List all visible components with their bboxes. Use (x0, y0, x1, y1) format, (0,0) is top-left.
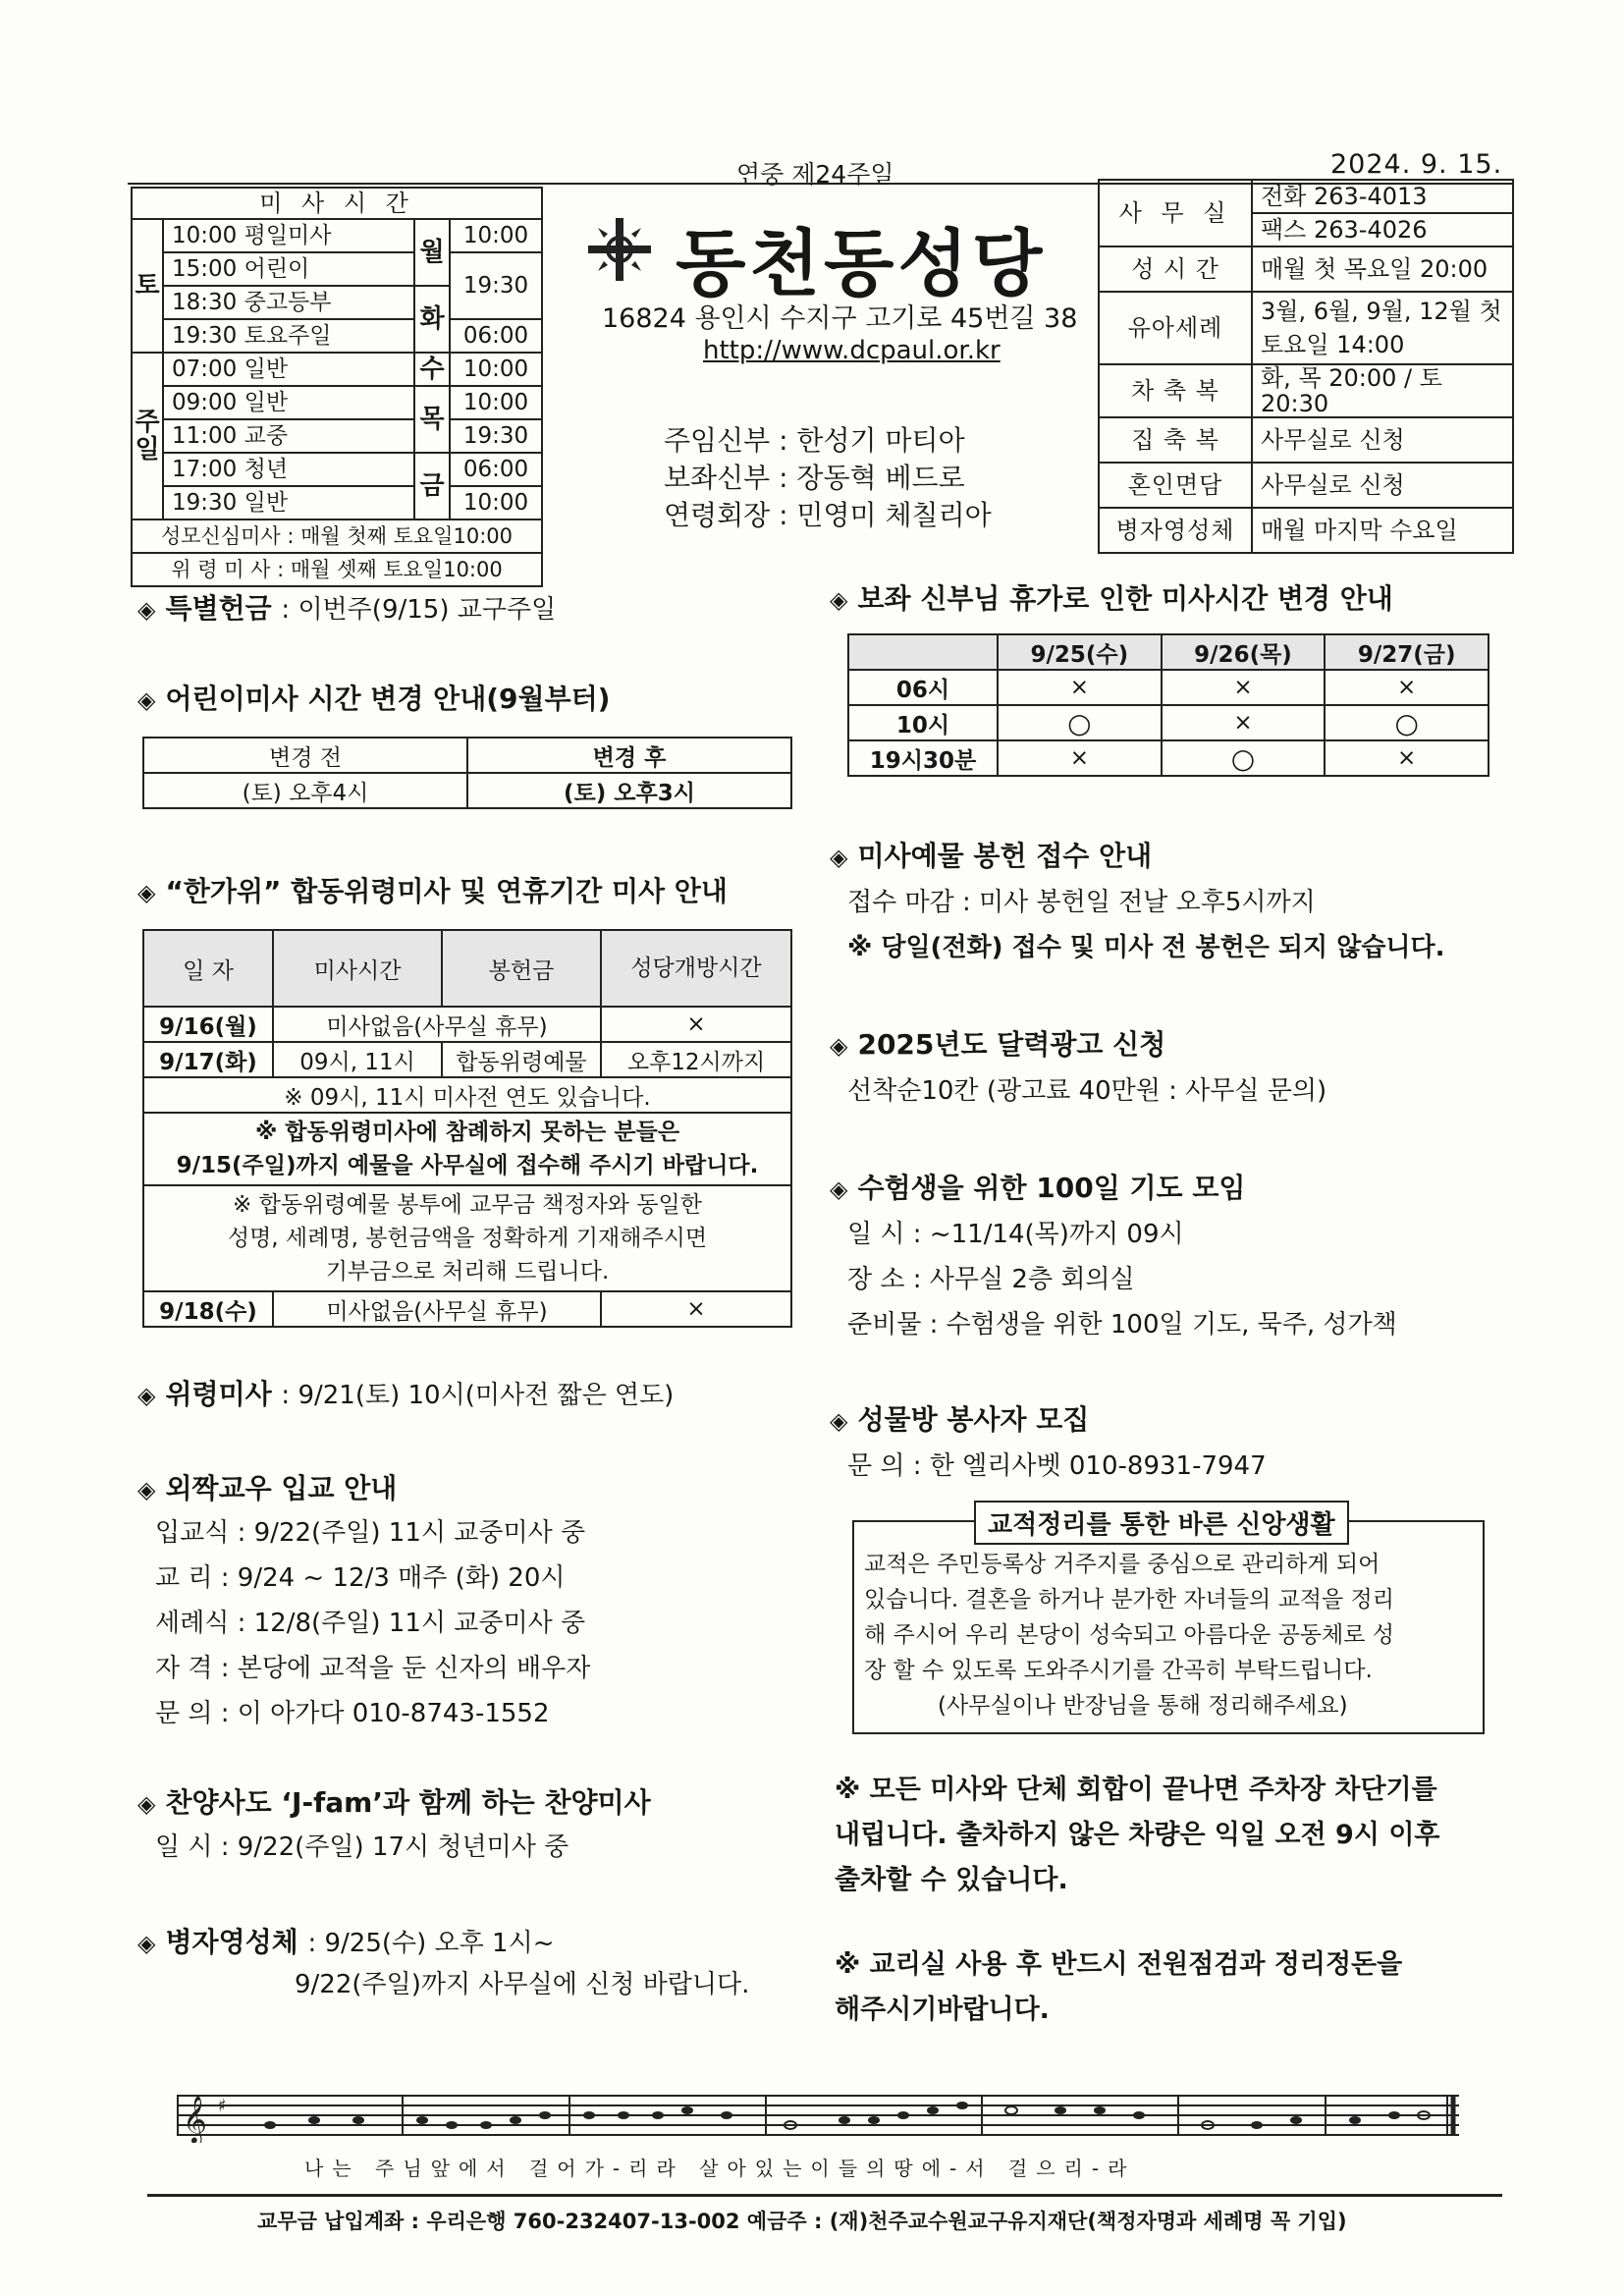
parish-address: 16824 용인시 수지구 고기로 45번길 38 (602, 303, 1078, 334)
mass-row: 07:00 일반 (163, 353, 414, 386)
sacristy-line: 문 의 : 한 엘리사벳 010-8931-7947 (847, 1451, 1267, 1481)
col-header: 성당개방시간 (601, 930, 791, 1007)
sick-line: 9/22(주일)까지 사무실에 신청 바랍니다. (295, 1970, 750, 1999)
offering-line: 접수 마감 : 미사 봉헌일 전날 오후5시까지 (847, 888, 1316, 917)
saturday-label: 토 (132, 219, 163, 353)
status-cell: ○ (998, 705, 1162, 740)
day-header: 9/26(목) (1162, 634, 1326, 670)
convert-heading: ◈ 외짝교우 입교 안내 (137, 1472, 398, 1504)
music-lyrics: 나는 주님앞에서 걸어가-리라 살아있는이들의땅에-서 걸으리-라 (304, 2157, 1136, 2180)
mass-time-table (131, 187, 543, 587)
mass-row: 17:00 청년 (163, 453, 414, 486)
footer-account: 교무금 납입계좌 : 우리은행 760-232407-13-002 예금주 : (재)천주교수원교구유지재단(책정자명과 세례명 꼭 기입) (257, 2210, 1347, 2233)
kids-before-value: (토) 오후4시 (143, 773, 467, 808)
diamond-bullet-icon: ◈ (830, 1032, 848, 1060)
parish-url[interactable]: http://www.dcpaul.or.kr (703, 336, 1001, 365)
diamond-bullet-icon: ◈ (137, 596, 156, 624)
time-cell: 10시 (848, 705, 998, 740)
time-cell: 19시30분 (848, 740, 998, 776)
status-cell: × (998, 670, 1162, 705)
time-cell: 미사없음(사무실 휴무) (273, 1291, 601, 1327)
offering-heading: ◈ 미사예물 봉헌 접수 안내 (830, 840, 1153, 872)
praise-mass-heading: ◈ 찬양사도 ‘J-fam’과 함께 하는 찬양미사 (137, 1786, 651, 1819)
day-header: 9/25(수) (998, 634, 1162, 670)
offering-notice: ※ 당일(전화) 접수 및 미사 전 봉헌은 되지 않습니다. (847, 933, 1445, 962)
office-value: 매월 마지막 수요일 (1252, 508, 1513, 553)
chuseok-note: ※ 합동위령미사에 참례하지 못하는 분들은 9/15(주일)까지 예물을 사무실에 접수해 주시기 바랍니다. (143, 1113, 791, 1185)
registry-line: 장 할 수 있도록 도와주시기를 간곡히 부탁드립니다. (864, 1658, 1373, 1683)
weekday-time: 06:00 (450, 453, 542, 486)
mass-row: 18:30 중고등부 (163, 286, 414, 319)
parish-name: 동천동성당 (676, 222, 1047, 306)
calendar-line: 선착순10칸 (광고료 40만원 : 사무실 문의) (847, 1076, 1327, 1106)
chuseok-heading: ◈ “한가위” 합동위령미사 및 연휴기간 미사 안내 (137, 875, 728, 907)
weekday-label: 수 (414, 353, 450, 386)
weekday-time: 10:00 (450, 486, 542, 519)
status-cell: × (1325, 740, 1489, 776)
time-cell: 미사없음(사무실 휴무) (273, 1007, 601, 1042)
offering-cell: 합동위령예물 (442, 1042, 601, 1077)
weekday-time: 06:00 (450, 319, 542, 353)
weekday-time: 19:30 (450, 419, 542, 453)
mass-row: 09:00 일반 (163, 386, 414, 419)
weekday-time: 10:00 (450, 219, 542, 252)
praise-line: 일 시 : 9/22(주일) 17시 청년미사 중 (155, 1832, 569, 1862)
diamond-bullet-icon: ◈ (137, 1476, 156, 1503)
office-info-table (1098, 179, 1514, 554)
date-cell: 9/16(월) (143, 1007, 273, 1042)
office-value: 3월, 6월, 9월, 12월 첫 토요일 14:00 (1252, 292, 1513, 364)
date-label: 2024. 9. 15. (1330, 149, 1503, 180)
open-cell: × (601, 1291, 791, 1327)
requiem-heading: ◈ 위령미사 : 9/21(토) 10시(미사전 짧은 연도) (137, 1378, 675, 1410)
diamond-bullet-icon: ◈ (830, 844, 848, 871)
mass-row: 11:00 교중 (163, 419, 414, 453)
registry-title: 교적정리를 통한 바른 신앙생활 (974, 1501, 1349, 1545)
diamond-bullet-icon: ◈ (137, 879, 156, 906)
convert-line: 입교식 : 9/22(주일) 11시 교중미사 중 (155, 1518, 586, 1548)
office-key: 혼인면담 (1099, 463, 1252, 508)
diamond-bullet-icon: ◈ (137, 686, 156, 714)
kids-mass-heading: ◈ 어린이미사 시간 변경 안내(9월부터) (137, 683, 611, 715)
parish-logo-icon (584, 214, 655, 285)
weekday-label: 월 (414, 219, 450, 286)
sick-communion-heading: ◈ 병자영성체 : 9/25(수) 오후 1시~ (137, 1926, 555, 1958)
mass-extra: 위 령 미 사 : 매월 셋째 토요일10:00 (132, 553, 542, 586)
kids-after-header: 변경 후 (467, 738, 791, 773)
kids-after-value: (토) 오후3시 (467, 773, 791, 808)
svg-text:♯: ♯ (218, 2096, 227, 2116)
date-cell: 9/18(수) (143, 1291, 273, 1327)
weekday-label: 화 (414, 286, 450, 353)
registry-line: 해 주시어 우리 본당이 성숙되고 아름다운 공동체로 성 (864, 1622, 1394, 1648)
diamond-bullet-icon: ◈ (830, 1175, 848, 1203)
blank-header (848, 634, 998, 670)
mass-row: 15:00 어린이 (163, 252, 414, 286)
chuseok-note: ※ 합동위령예물 봉투에 교무금 책정자와 동일한 성명, 세례명, 봉헌금액을 정확하게 기재해주시면 기부금으로 처리해 드립니다. (143, 1185, 791, 1291)
time-cell: 09시, 11시 (273, 1042, 442, 1077)
exam-line: 장 소 : 사무실 2층 회의실 (847, 1265, 1135, 1294)
weekday-time: 10:00 (450, 353, 542, 386)
music-staff (177, 2090, 1459, 2143)
diamond-bullet-icon: ◈ (137, 1930, 156, 1957)
diamond-bullet-icon: ◈ (830, 586, 848, 614)
weekday-label: 금 (414, 453, 450, 519)
convert-line: 자 격 : 본당에 교적을 둔 신자의 배우자 (155, 1654, 591, 1683)
office-value: 화, 목 20:00 / 토 20:30 (1252, 364, 1513, 417)
sacristy-heading: ◈ 성물방 봉사자 모집 (830, 1403, 1090, 1436)
registry-line: (사무실이나 반장님을 통해 정리해주세요) (938, 1693, 1348, 1719)
kids-before-header: 변경 전 (143, 738, 467, 773)
mass-row: 19:30 일반 (163, 486, 414, 519)
weekday-time: 19:30 (450, 252, 542, 319)
parking-notice: ※ 모든 미사와 단체 회합이 끝나면 주차장 차단기를 내립니다. 출차하지 않은 차량은 익일 오전 9시 이후 출차할 수 있습니다. (835, 1775, 1440, 1895)
time-cell: 06시 (848, 670, 998, 705)
date-cell: 9/17(화) (143, 1042, 273, 1077)
status-cell: × (1162, 705, 1326, 740)
office-key: 성 시 간 (1099, 246, 1252, 292)
weekday-time: 10:00 (450, 386, 542, 419)
status-cell: ○ (1325, 705, 1489, 740)
registry-line: 교적은 주민등록상 거주지를 중심으로 관리하게 되어 (864, 1552, 1380, 1577)
vacation-heading: ◈ 보좌 신부님 휴가로 인한 미사시간 변경 안내 (830, 582, 1393, 615)
diamond-bullet-icon: ◈ (137, 1790, 156, 1818)
calendar-ad-heading: ◈ 2025년도 달력광고 신청 (830, 1028, 1166, 1061)
office-fax: 팩스 263-4026 (1252, 213, 1513, 246)
staff-line: 연령회장 : 민영미 체칠리아 (664, 499, 992, 531)
mass-row: 10:00 평일미사 (163, 219, 414, 252)
open-cell: 오후12시까지 (601, 1042, 791, 1077)
special-offering-heading: ◈ 특별헌금 : 이번주(9/15) 교구주일 (137, 592, 557, 625)
office-value: 사무실로 신청 (1252, 463, 1513, 508)
office-label: 사 무 실 (1099, 180, 1252, 246)
convert-line: 세례식 : 12/8(주일) 11시 교중미사 중 (155, 1609, 586, 1638)
office-key: 집 축 복 (1099, 417, 1252, 463)
office-key: 병자영성체 (1099, 508, 1252, 553)
office-phone: 전화 263-4013 (1252, 180, 1513, 213)
col-header: 미사시간 (273, 930, 442, 1007)
registry-line: 있습니다. 결혼을 하거나 분가한 자녀들의 교적을 정리 (864, 1587, 1394, 1613)
svg-text:𝄞: 𝄞 (183, 2095, 207, 2143)
office-value: 매월 첫 목요일 20:00 (1252, 246, 1513, 292)
mass-time-title: 미 사 시 간 (132, 188, 542, 219)
status-cell: ○ (1162, 740, 1326, 776)
chuseok-table (142, 929, 792, 1328)
staff-line: 주임신부 : 한성기 마티아 (664, 424, 965, 457)
exam-line: 준비물 : 수험생을 위한 100일 기도, 묵주, 성가책 (847, 1310, 1397, 1339)
convert-line: 교 리 : 9/24 ~ 12/3 매주 (화) 20시 (155, 1563, 566, 1593)
diamond-bullet-icon: ◈ (137, 1382, 156, 1409)
status-cell: × (1325, 670, 1489, 705)
status-cell: × (998, 740, 1162, 776)
footer-rule (147, 2194, 1502, 2197)
col-header: 일 자 (143, 930, 273, 1007)
convert-line: 문 의 : 이 아가다 010-8743-1552 (155, 1699, 550, 1728)
week-label: 연중 제24주일 (736, 160, 894, 189)
open-cell: × (601, 1007, 791, 1042)
weekday-label: 목 (414, 386, 450, 453)
kids-mass-table (142, 737, 792, 809)
mass-row: 19:30 토요주일 (163, 319, 414, 353)
exam-prayer-heading: ◈ 수험생을 위한 100일 기도 모임 (830, 1172, 1246, 1204)
staff-line: 보좌신부 : 장동혁 베드로 (664, 462, 965, 494)
sunday-label: 주일 (132, 353, 163, 519)
vacation-table (847, 633, 1489, 777)
exam-line: 일 시 : ~11/14(목)까지 09시 (847, 1220, 1184, 1249)
day-header: 9/27(금) (1325, 634, 1489, 670)
col-header: 봉헌금 (442, 930, 601, 1007)
chuseok-note: ※ 09시, 11시 미사전 연도 있습니다. (143, 1077, 791, 1113)
office-key: 유아세례 (1099, 292, 1252, 364)
classroom-notice: ※ 교리실 사용 후 반드시 전원점검과 정리정돈을 해주시기바랍니다. (835, 1949, 1403, 2025)
office-value: 사무실로 신청 (1252, 417, 1513, 463)
office-key: 차 축 복 (1099, 364, 1252, 417)
status-cell: × (1162, 670, 1326, 705)
mass-extra: 성모신심미사 : 매월 첫째 토요일10:00 (132, 519, 542, 553)
diamond-bullet-icon: ◈ (830, 1407, 848, 1435)
